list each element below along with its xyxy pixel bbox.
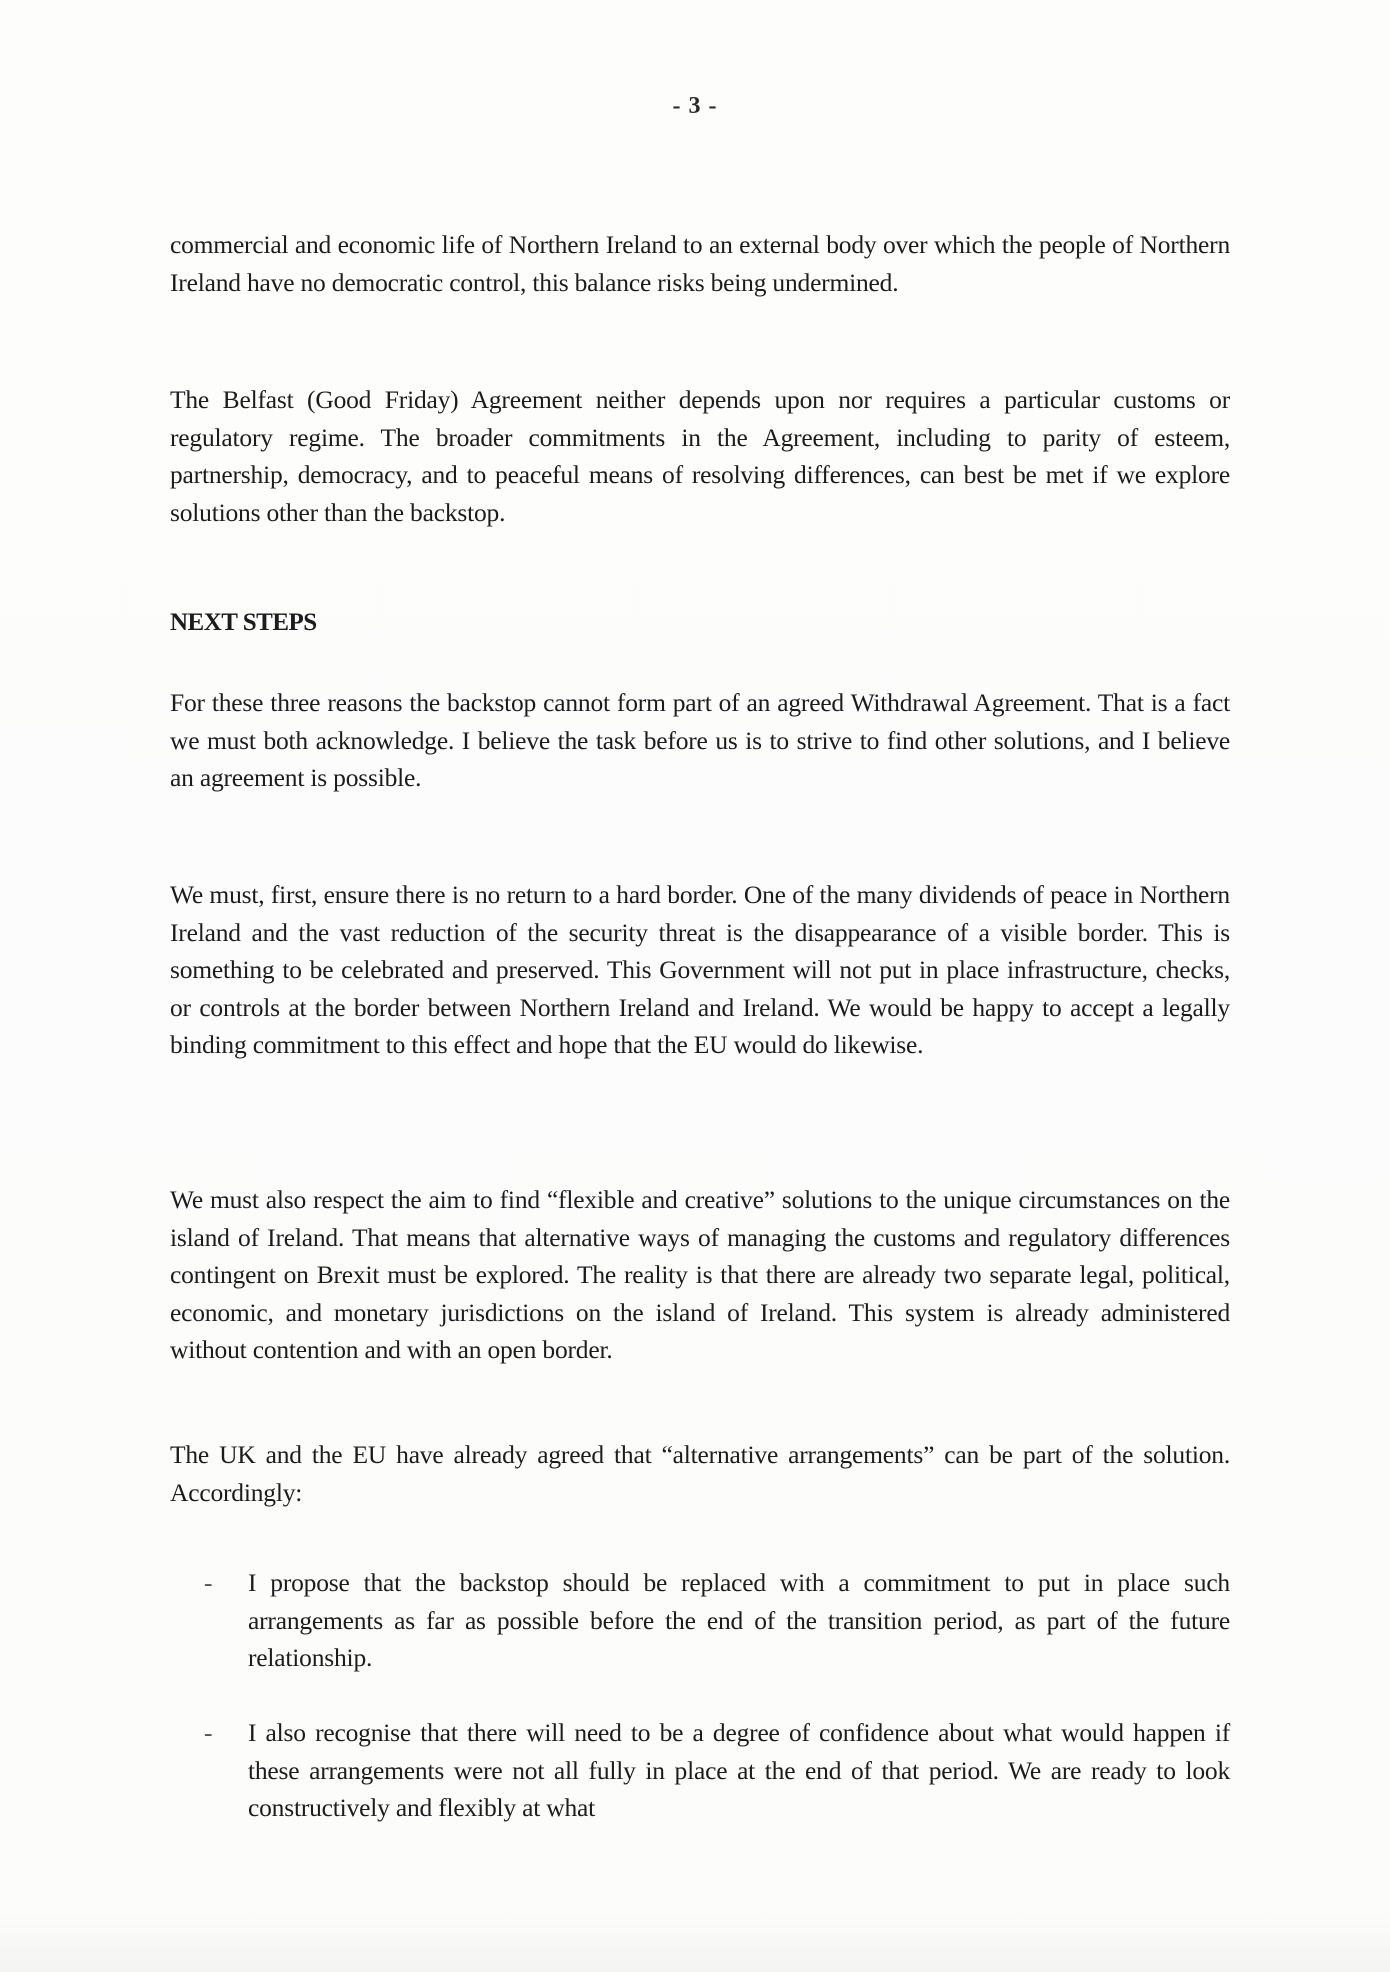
bullet-item-replace-backstop (170, 1564, 1230, 1677)
paragraph-three-reasons: For these three reasons the backstop cannot form part of an agreed Withdrawal Agreement. That is a fact we must both acknowledge. I believe the task before us is to strive to find other solutions, and I believe an agreement is possible. (170, 688, 1230, 793)
paragraph-balance-undermined: commercial and economic life of Northern Ireland to an external body over which the people of Northern Ireland have no democratic control, this balance risks being undermined. (170, 230, 1230, 297)
paragraph-flexible-creative: We must also respect the aim to find “flexible and creative” solutions to the unique circumstances on the island of Ireland. That means that alternative ways of managing the customs and regulatory differences contingent on Brexit must be explored. The reality is that there are already two separate legal, political, economic, and monetary jurisdictions on the island of Ireland. This system is already administered without contention and with an open border. (170, 1185, 1230, 1365)
paragraph-no-hard-border: We must, first, ensure there is no return to a hard border. One of the many dividends of peace in Northern Ireland and the vast reduction of the security threat is the disappearance of a visible border. This is something to be celebrated and preserved. This Government will not put in place infrastructure, checks, or controls at the border between Northern Ireland and Ireland. We would be happy to accept a legally binding commitment to this effect and hope that the EU would do likewise. (170, 880, 1230, 1060)
bullet-item-degree-of-confidence (170, 1714, 1230, 1827)
section-heading-next-steps: NEXT STEPS (170, 609, 317, 636)
bullet-dash-marker: - (204, 1718, 213, 1747)
bullet-text: I also recognise that there will need to be a degree of confidence about what would happen if these arrangements were not all fully in place at the end of that period. We are ready to look constructively and flexibly at what (248, 1718, 1230, 1823)
bullet-dash-marker: - (204, 1568, 213, 1597)
paragraph-alternative-arrangements: The UK and the EU have already agreed that “alternative arrangements” can be part of the solution. Accordingly: (170, 1440, 1230, 1507)
page-number: - 3 - (672, 93, 718, 119)
paragraph-good-friday-agreement: The Belfast (Good Friday) Agreement neither depends upon nor requires a particular customs or regulatory regime. The broader commitments in the Agreement, including to parity of esteem, partnership, democracy, and to peaceful means of resolving differences, can best be met if we explore solutions other than the backstop. (170, 385, 1230, 527)
bullet-text: I propose that the backstop should be replaced with a commitment to put in place such arrangements as far as possible before the end of the transition period, as part of the future relationship. (248, 1568, 1230, 1673)
